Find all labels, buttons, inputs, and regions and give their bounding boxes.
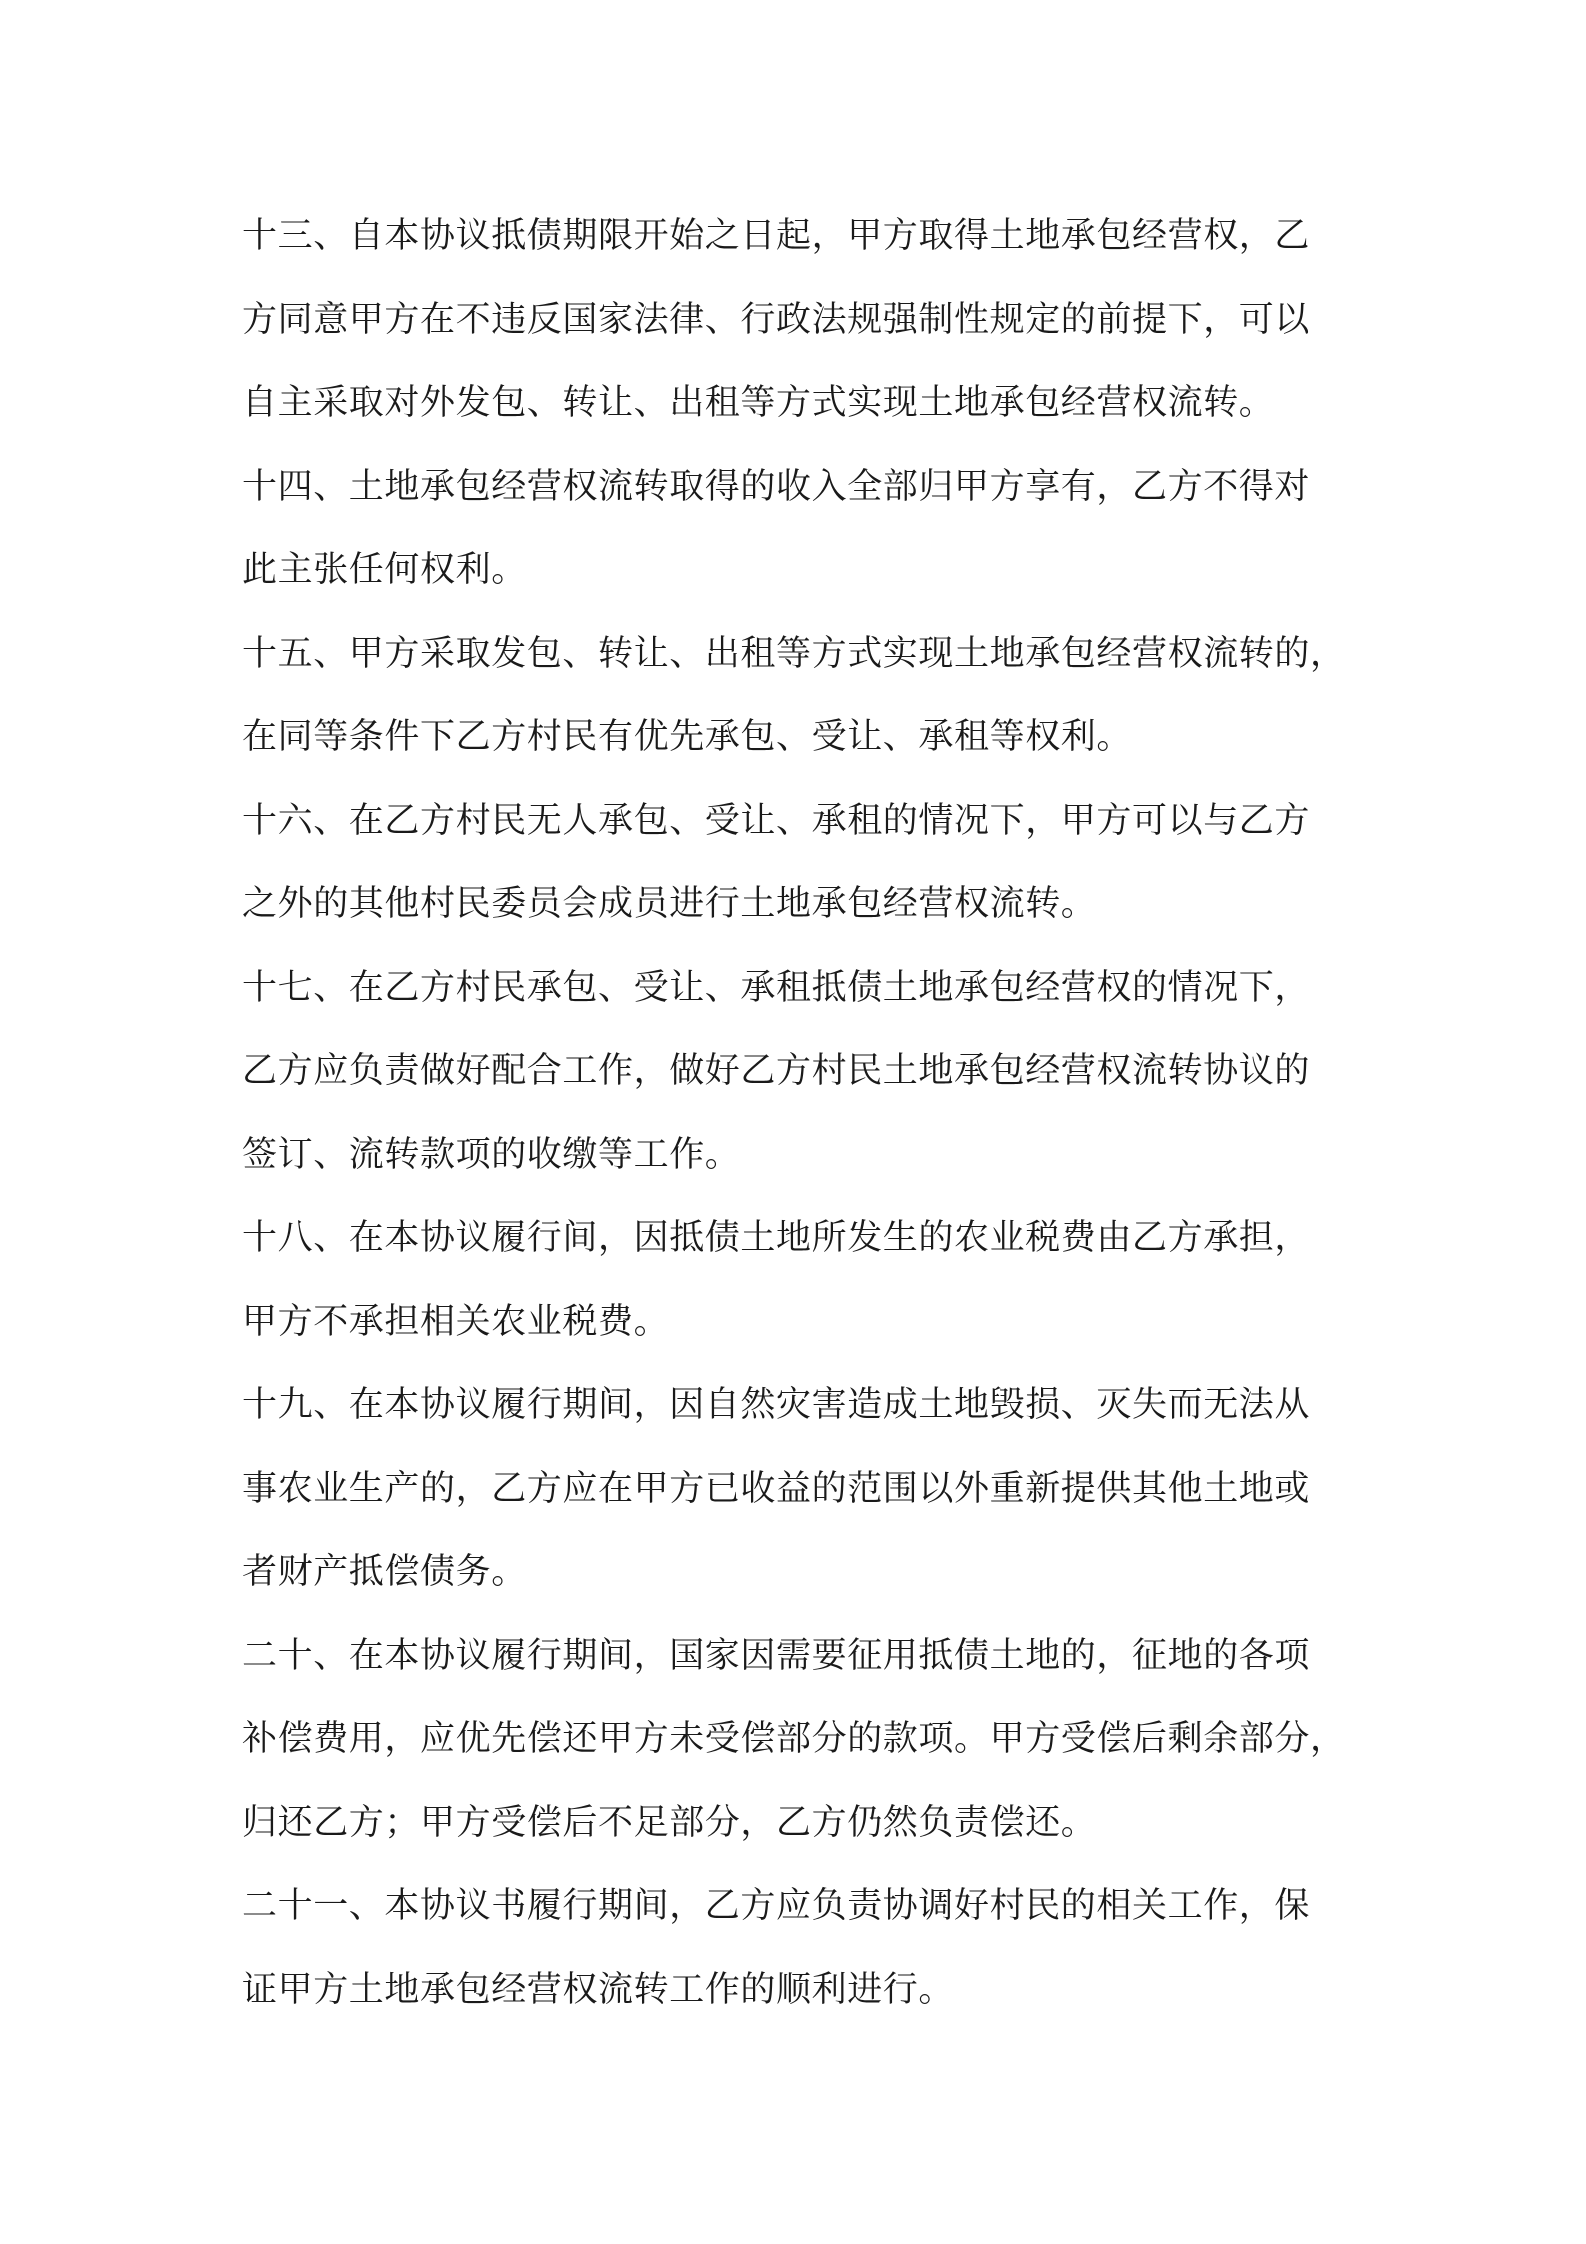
text-line: 十六、在乙方村民无人承包、受让、承租的情况下，甲方可以与乙方: [242, 800, 1311, 841]
text-line: 二十、在本协议履行期间，国家因需要征用抵债土地的，征地的各项: [242, 1635, 1311, 1676]
text-line: 归还乙方；甲方受偿后不足部分，乙方仍然负责偿还。: [242, 1802, 1097, 1843]
text-line: 者财产抵偿债务。: [242, 1552, 527, 1592]
text-line: 二十一、本协议书履行期间，乙方应负责协调好村民的相关工作，保: [242, 1886, 1311, 1926]
text-line: 之外的其他村民委员会成员进行土地承包经营权流转。: [242, 884, 1097, 924]
text-line: 十七、在乙方村民承包、受让、承租抵债土地承包经营权的情况下，: [242, 967, 1311, 1008]
text-line: 事农业生产的，乙方应在甲方已收益的范围以外重新提供其他土地或: [242, 1468, 1311, 1509]
text-line: 方同意甲方在不违反国家法律、行政法规强制性规定的前提下，可以: [242, 299, 1311, 340]
text-line: 证甲方土地承包经营权流转工作的顺利进行。: [242, 1969, 955, 2010]
text-line: 签订、流转款项的收缴等工作。: [242, 1134, 741, 1175]
document-body: [242, 195, 1352, 2032]
text-line: 补偿费用，应优先偿还甲方未受偿部分的款项。甲方受偿后剩余部分，: [242, 1719, 1346, 1759]
text-line: 十九、在本协议履行期间，因自然灾害造成土地毁损、灭失而无法从: [242, 1385, 1311, 1425]
text-line: 十四、土地承包经营权流转取得的收入全部归甲方享有，乙方不得对: [242, 466, 1311, 507]
text-line: 十五、甲方采取发包、转让、出租等方式实现土地承包经营权流转的，: [242, 633, 1346, 674]
text-line: 乙方应负责做好配合工作，做好乙方村民土地承包经营权流转协议的: [242, 1051, 1311, 1091]
text-line: 在同等条件下乙方村民有优先承包、受让、承租等权利。: [242, 717, 1133, 757]
text-line: 十三、自本协议抵债期限开始之日起，甲方取得土地承包经营权，乙: [242, 216, 1311, 256]
text-line: 此主张任何权利。: [242, 550, 527, 590]
text-line: 十八、在本协议履行间，因抵债土地所发生的农业税费由乙方承担，: [242, 1218, 1311, 1258]
text-line: 甲方不承担相关农业税费。: [242, 1301, 670, 1342]
text-line: 自主采取对外发包、转让、出租等方式实现土地承包经营权流转。: [242, 383, 1275, 423]
